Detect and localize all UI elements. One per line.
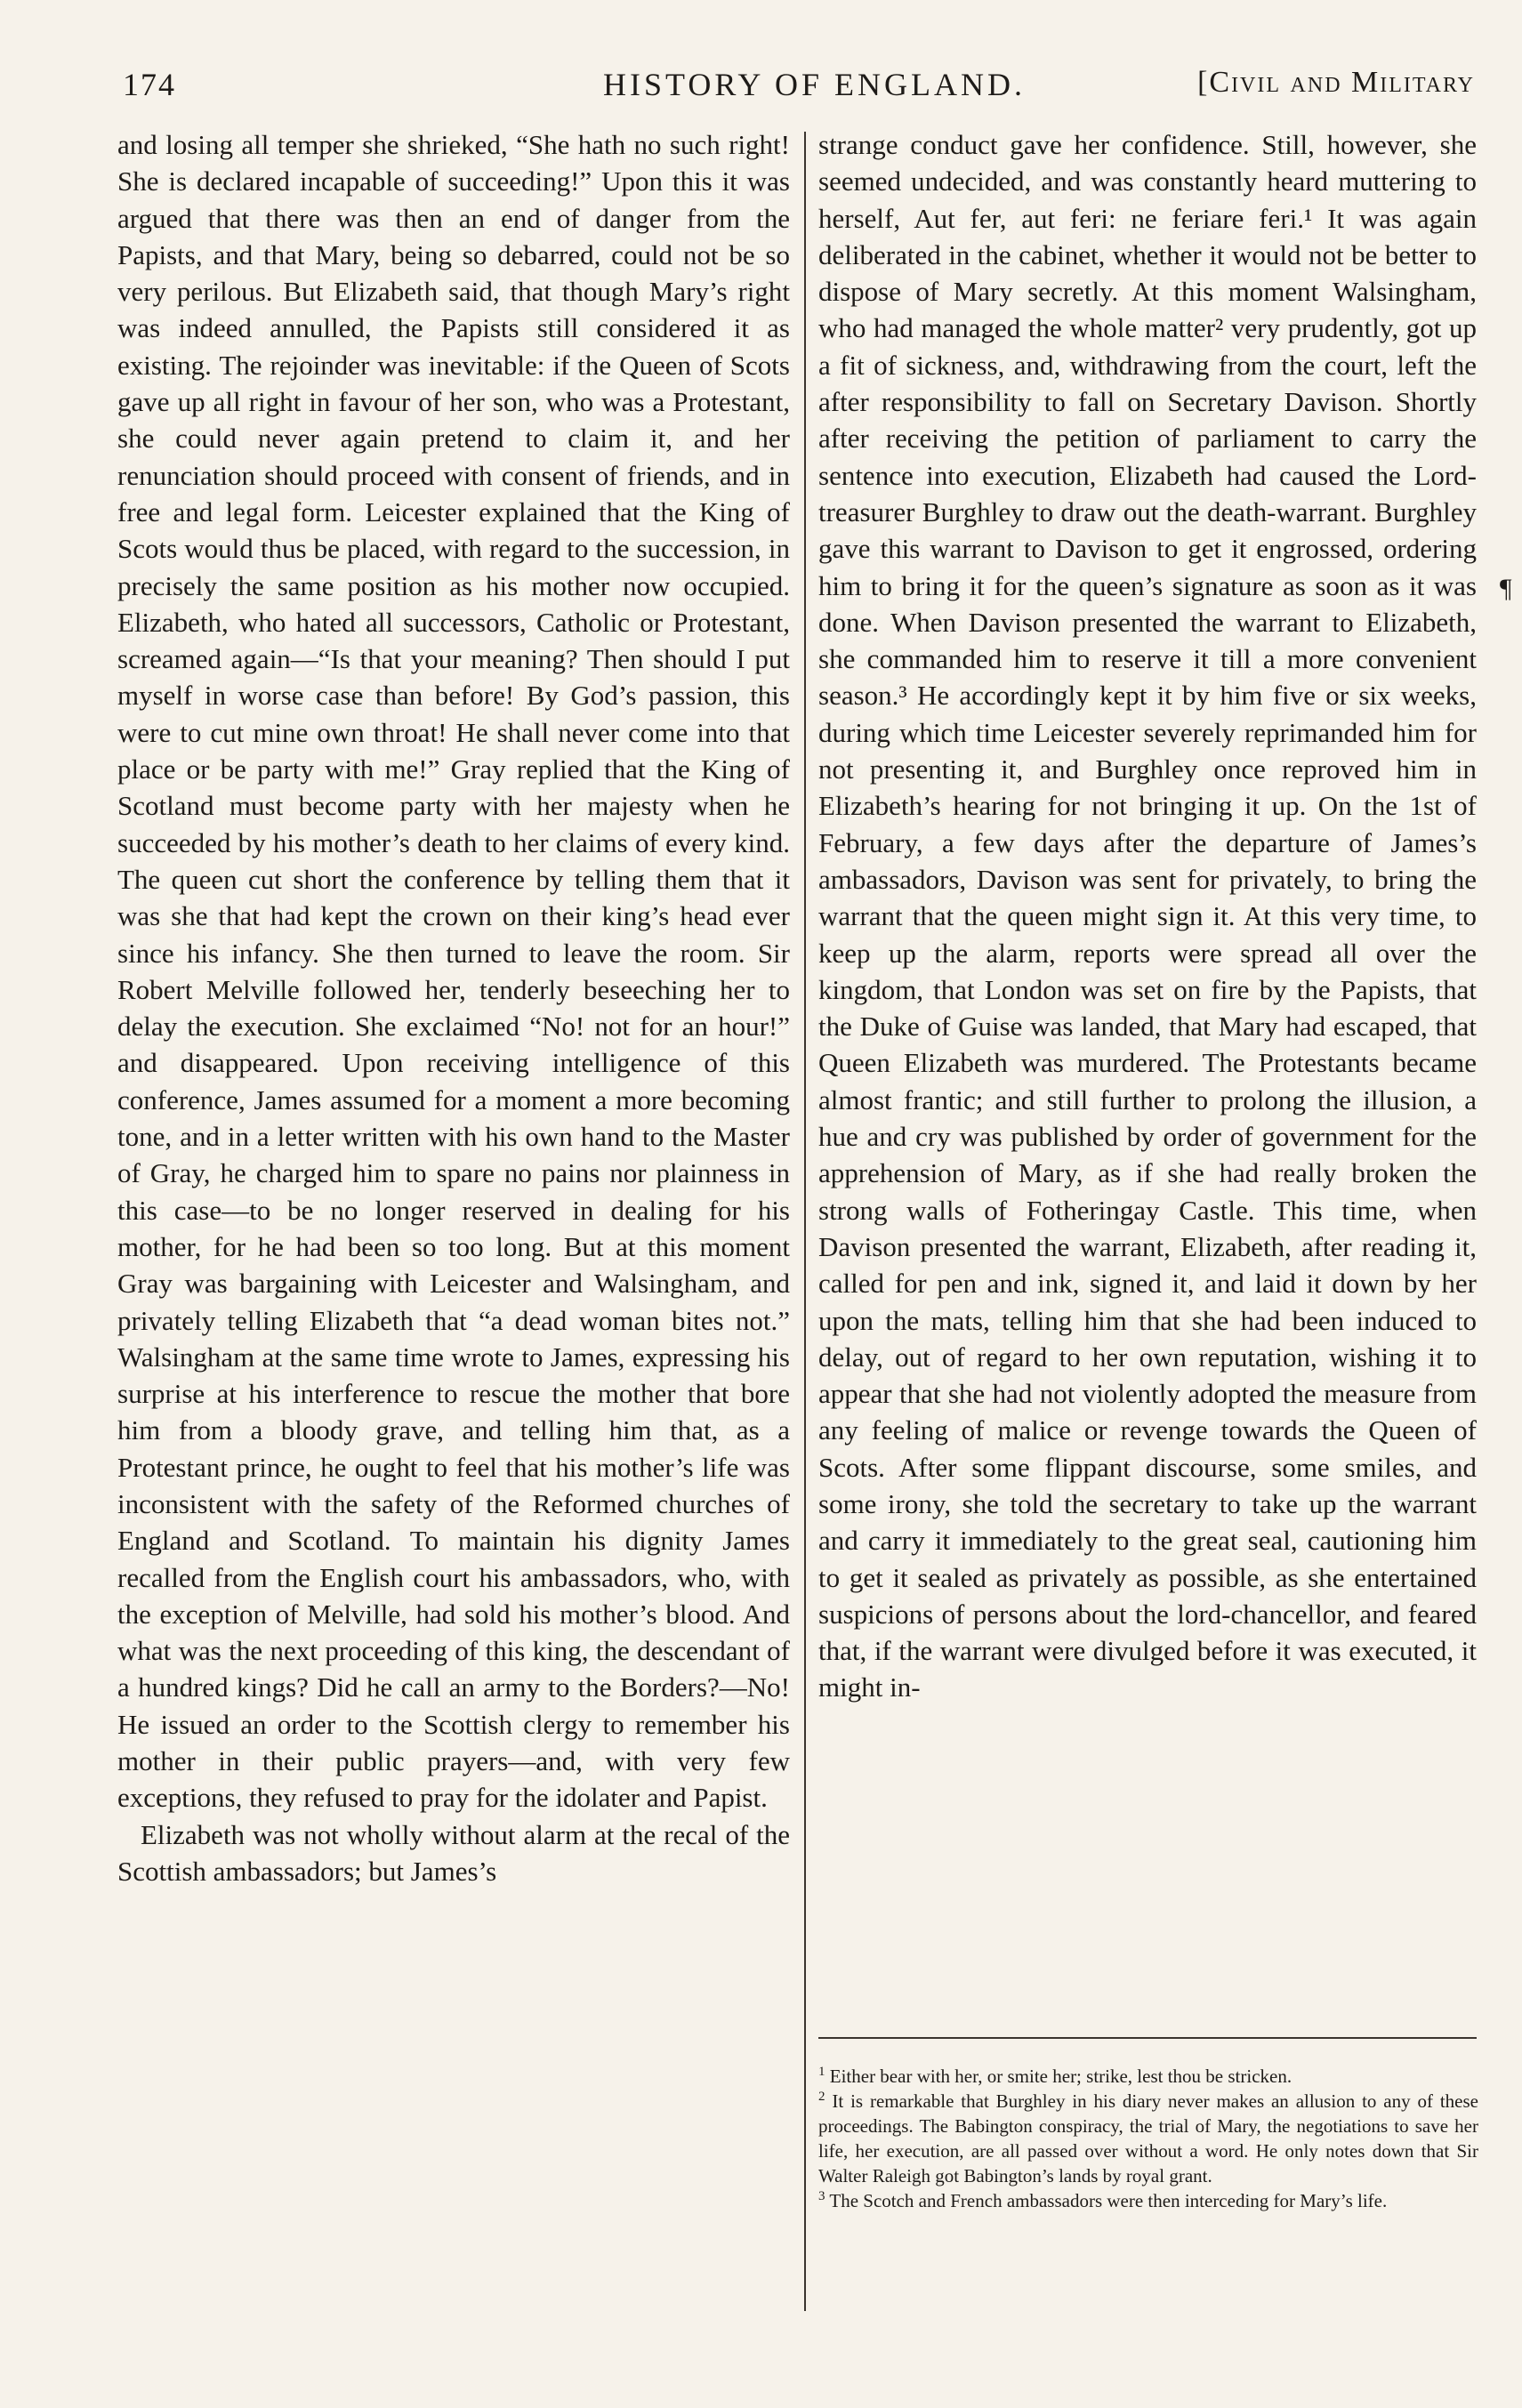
footnote-1: [818, 2064, 1478, 2089]
footnote-3-text: The Scotch and French ambassadors were then interceding for Mary’s life.: [829, 2190, 1388, 2211]
right-paragraph-1: strange conduct gave her confidence. Still, however, she seemed undecided, and was constantly heard muttering to herself, Aut fer, aut feri: ne feriare feri.¹ It was again deliberated in the cabinet, whether it would not be better to dispose of Mary secretly. At this moment Walsingham, who had managed the whole matter² very prudently, got up a fit of sickness, and, withdrawing from the court, left the after responsibility to fall on Secretary Davison. Shortly after receiving the petition of parliament to carry the sentence into execution, Elizabeth had caused the Lord-treasurer Burghley to draw out the death-warrant. Burghley gave this warrant to Davison to get it engrossed, ordering him to bring it for the queen’s signature as soon as it was done. When Davison presented the warrant to Elizabeth, she commanded him to reserve it till a more convenient season.³ He accordingly kept it by him five or six weeks, during which time Leicester severely reprimanded him for not presenting it, and Burghley once reproved him in Elizabeth’s hearing for not bringing it up. On the 1st of February, a few days after the departure of James’s ambassadors, Davison was sent for privately, to bring the warrant that the queen might sign it. At this very time, to keep up the alarm, reports were spread all over the kingdom, that London was set on fire by the Papists, that the Duke of Guise was landed, that Mary had escaped, that Queen Elizabeth was murdered. The Protestants became almost frantic; and still further to prolong the illusion, a hue and cry was published by order of government for the apprehension of Mary, as if she had really broken the strong walls of Fotheringay Castle. This time, when Davison presented the warrant, Elizabeth, after reading it, called for pen and ink, signed it, and laid it down by her upon the mats, telling him that she had been induced to delay, out of regard to her own reputation, wishing it to appear that she had not violently adopted the measure from any feeling of malice or revenge towards the Queen of Scots. After some flippant discourse, some smiles, and some irony, she told the secretary to take up the warrant and carry it immediately to the great seal, cautioning him to get it sealed as privately as possible, as she entertained suspicions of persons about the lord-chancellor, and feared that, if the warrant were divulged before it was executed, it might in-: [818, 129, 1477, 1703]
running-title: HISTORY OF ENGLAND.: [603, 67, 1027, 102]
footnotes: [818, 2064, 1478, 2213]
page-header: [123, 66, 1475, 119]
left-paragraph-1: and losing all temper she shrieked, “She hath no such right! She is declared incapable of succeeding!” Upon this it was argued that there was then an end of danger from the Papists, and that Mary, being so debarred, could not be so very perilous. But Elizabeth said, that though Mary’s right was indeed annulled, the Papists still considered it as existing. The rejoinder was inevitable: if the Queen of Scots gave up all right in favour of her son, who was a Protestant, she could never again pretend to claim it, and her renunciation should proceed with consent of friends, and in free and legal form. Leicester explained that the King of Scots would thus be placed, with regard to the succession, in precisely the same position as his mother now occupied. Elizabeth, who hated all successors, Catholic or Protestant, screamed again—“Is that your meaning? Then should I put myself in worse case than before! By God’s passion, this were to cut mine own throat! He shall never come into that place or be party with me!” Gray replied that the King of Scotland must become party with her majesty when he succeeded by his mother’s death to her claims of every kind. The queen cut short the conference by telling them that it was she that had kept the crown on their king’s head ever since his infancy. She then turned to leave the room. Sir Robert Melville followed her, tenderly beseeching her to delay the execution. She exclaimed “No! not for an hour!” and disappeared. Upon receiving intelligence of this conference, James assumed for a moment a more becoming tone, and in a letter written with his own hand to the Master of Gray, he charged him to spare no pains nor plainness in this case—to be no longer reserved in dealing for his mother, for he had been so too long. But at this moment Gray was bargaining with Leicester and Walsingham, and privately telling Elizabeth that “a dead woman bites not.” Walsingham at the same time wrote to James, expressing his surprise at his interference to rescue the mother that bore him from a bloody grave, and telling him that, as a Protestant prince, he ought to feel that his mother’s life was inconsistent with the safety of the Reformed churches of England and Scotland. To maintain his dignity James recalled from the English court his ambassadors, who, with the exception of Melville, had sold his mother’s blood. And what was the next proceeding of this king, the descendant of a hundred kings? Did he call an army to the Borders?—No! He issued an order to the Scottish clergy to remember his mother in their public prayers—and, with very few exceptions, they refused to pray for the idolater and Papist.: [117, 129, 790, 1814]
footnote-2: [818, 2089, 1478, 2188]
right-column: [818, 126, 1477, 2012]
footnote-1-number: 1: [818, 2065, 825, 2079]
column-divider: [804, 132, 806, 2311]
left-column: [117, 126, 790, 2368]
section-title: [Civil and Military: [1197, 66, 1475, 99]
footnote-3-number: 3: [818, 2189, 825, 2203]
footnote-rule: [818, 2037, 1477, 2039]
left-paragraph-2: Elizabeth was not wholly without alarm at the recal of the Scottish ambassadors; but James’s: [117, 1818, 790, 1887]
margin-mark: ¶: [1500, 574, 1512, 603]
footnote-2-number: 2: [818, 2090, 825, 2104]
footnote-3: [818, 2188, 1478, 2213]
page-number: 174: [123, 67, 176, 102]
footnote-1-text: Either bear with her, or smite her; strike, lest thou be stricken.: [829, 2066, 1292, 2087]
footnote-2-text: It is remarkable that Burghley in his diary never makes an allusion to any of these proceedings. The Babington conspiracy, the trial of Mary, the negotiations to save her life, her execution, are all passed over without a word. He only notes down that Sir Walter Raleigh got Babington’s lands by royal grant.: [818, 2090, 1478, 2187]
